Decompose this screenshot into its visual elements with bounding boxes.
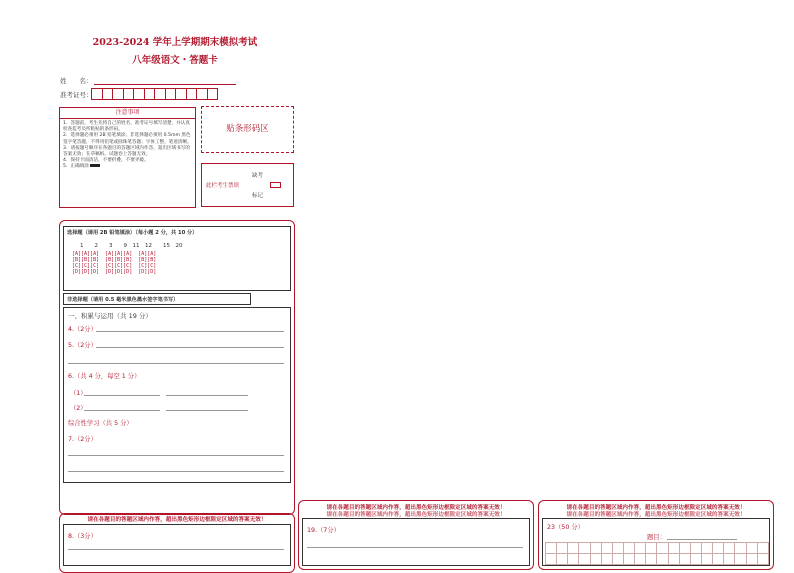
q7-answer-line-2[interactable] [68, 471, 284, 472]
choice-heading: 选择题（请用 2B 铅笔填涂）（每小题 2 分，共 10 分） [67, 230, 198, 236]
name-field[interactable] [94, 84, 236, 85]
warning-banner-middle-2: 请在各题目的答题区域内作答，超出黑色矩形边框限定区域的答案无效！ [326, 512, 506, 518]
choice-row-a[interactable]: [A][A][A] [A][A][A] [A][A] [72, 251, 157, 257]
absent-mark: 标记 [252, 193, 264, 199]
q4-label: 4.（2分） [68, 326, 97, 333]
choice-row-d[interactable]: [D][D][D] [D][D][D] [D][D] [72, 269, 157, 275]
notice-item: 4．保持卡面清洁，不要折叠、不要弄破。 [63, 158, 149, 164]
warning-banner-middle: 请在各题目的答题区域内作答，超出黑色矩形边框限定区域的答案无效！ [326, 505, 506, 511]
q6-1-label: （1） [70, 390, 87, 397]
topic-line[interactable] [667, 539, 737, 540]
q6-1-line-a[interactable] [84, 395, 160, 396]
q23-label: 23（50 分） [547, 524, 584, 531]
notice-item: 3．请按题号顺序在各题目的答题区域内作答，超出区域书写的答案无效；在草稿纸、试题卷上答题无效。 [63, 145, 190, 158]
filled-sample-icon [90, 164, 100, 167]
choice-section [63, 226, 291, 291]
section1-box [63, 307, 291, 483]
absent-forbid: 此栏考生禁填 [206, 183, 240, 189]
q6-2-label: （2） [70, 405, 87, 412]
topic-label: 题目： [647, 534, 666, 541]
warning-banner-left: 请在各题目的答题区域内作答，超出黑色矩形边框限定区域的答案无效！ [87, 517, 267, 523]
comp-title: 综合性学习（共 5 分） [68, 420, 133, 427]
q7-answer-line[interactable] [68, 455, 284, 456]
q6-2-line-a[interactable] [84, 410, 160, 411]
q5-answer-line-2[interactable] [68, 363, 284, 364]
absent-box [201, 163, 294, 207]
name-label: 姓 名： [60, 77, 93, 85]
absent-text: 缺考 [252, 173, 264, 179]
section1-title: 一、积累与运用（共 19 分） [68, 312, 152, 320]
q7-label: 7.（2分） [68, 436, 97, 443]
q19-answer-line[interactable] [307, 547, 523, 548]
q6-1-line-b[interactable] [166, 395, 248, 396]
notice-item: 1．答题前，考生先将自己的姓名，准考证号填写清楚，并认真检查监考员所粘贴的条形码。 [63, 121, 190, 133]
q8-label: 8.（3分） [68, 533, 97, 540]
q6-2-line-b[interactable] [166, 410, 248, 411]
nonchoice-heading-box [63, 293, 251, 305]
q6-label: 6.（共 4 分，每空 1 分） [68, 373, 141, 380]
notice-item: 2．选择题必须用 2B 铅笔填涂；非选择题必须用 0.5mm 黑色签字笔答题，不得用铅笔或圆珠笔答题；字体工整、笔迹清晰。 [63, 133, 192, 145]
notice-title: 注意事项 [60, 108, 195, 119]
warning-banner-right: 请在各题目的答题区域内作答，超出黑色矩形边框限定区域的答案无效！ [566, 505, 746, 511]
absent-checkbox[interactable] [270, 182, 281, 188]
q4-answer-line[interactable] [96, 331, 284, 332]
q23-box [542, 518, 770, 566]
barcode-area: 贴条形码区 [201, 106, 294, 153]
q19-label: 19.（7分） [307, 527, 340, 534]
nonchoice-heading: 非选择题（请用 0.5 毫米黑色墨水签字笔书写） [67, 297, 179, 303]
choice-row-b[interactable]: [B][B][B] [B][B][B] [B][B] [72, 257, 157, 263]
notice-list [60, 121, 195, 171]
q8-box [63, 524, 291, 566]
exam-no-label: 准考证号： [60, 91, 93, 99]
notice-box [59, 107, 196, 208]
warning-banner-right-2: 请在各题目的答题区域内作答，超出黑色矩形边框限定区域的答案无效！ [566, 512, 746, 518]
exam-title: 2023-2024 学年上学期期末模拟考试 [92, 37, 258, 48]
notice-item: 5．正确填涂 [63, 164, 192, 170]
q19-box [302, 518, 530, 566]
exam-subtitle: 八年级语文・答题卡 [132, 55, 218, 66]
q8-answer-line[interactable] [68, 549, 284, 550]
q5-answer-line[interactable] [96, 347, 284, 348]
choice-row-c[interactable]: [C][C][C] [C][C][C] [C][C] [72, 263, 157, 269]
q5-label: 5.（2分） [68, 342, 97, 349]
choice-numbers: 1 2 3 9 11 12 15 20 [80, 243, 183, 249]
exam-no-boxes[interactable] [91, 88, 217, 100]
